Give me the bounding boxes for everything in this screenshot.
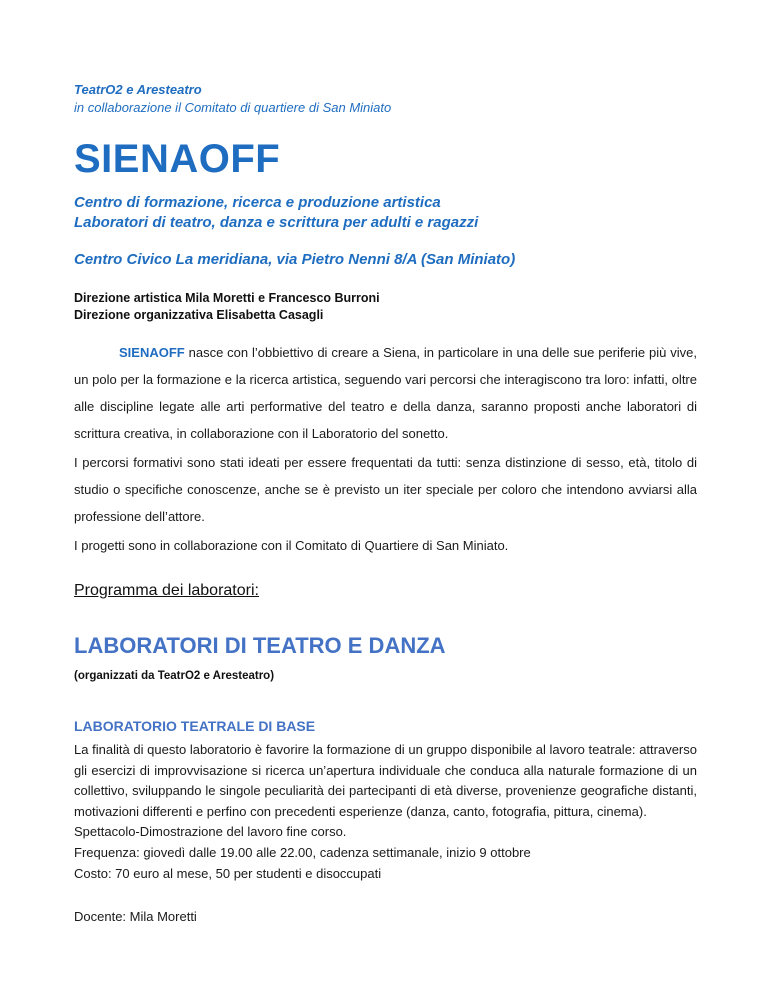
artistic-direction: Direzione artistica Mila Moretti e Francesco Burroni — [74, 291, 380, 305]
lab-cost: Costo: 70 euro al mese, 50 per studenti e disoccupati — [74, 865, 382, 881]
section-organizers: (organizzati da TeatrO2 e Aresteatro) — [74, 670, 275, 682]
intro-paragraph-1 — [74, 339, 697, 447]
intro-text — [74, 339, 697, 559]
lab-show: Spettacolo-Dimostrazione del lavoro fine corso. — [74, 824, 347, 840]
subtitle — [74, 193, 478, 233]
direction-block — [74, 290, 380, 324]
subtitle-line-1: Centro di formazione, ricerca e produzione artistica — [74, 194, 441, 211]
lab-frequency: Frequenza: giovedì dalle 19.00 alle 22.00, cadenza settimanale, inizio 9 ottobre — [74, 844, 531, 860]
program-heading: Programma dei laboratori: — [74, 582, 259, 599]
intro-paragraph-1-text: nasce con l’obbiettivo di creare a Siena, in particolare in una delle sue periferie più vive, un polo per la formazione e la ricerca artistica, seguendo vari percorsi che interagiscono tra loro: infatti, oltre alle discipline legate alle arti performative del teatro e della danza, saranno proposti anche laboratori di scrittura creativa, in collaborazione con il Laboratorio del sonetto. — [74, 345, 697, 441]
intro-paragraph-2: I percorsi formativi sono stati ideati per essere frequentati da tutti: senza distinzione di sesso, età, titolo di studio o specifiche conoscenze, anche se è previsto un iter speciale per coloro che intendono avviarsi alla professione dell’attore. — [74, 455, 697, 524]
venue-address: Centro Civico La meridiana, via Pietro Nenni 8/A (San Miniato) — [74, 251, 516, 268]
collaboration-line: in collaborazione il Comitato di quartiere di San Miniato — [74, 100, 392, 115]
organizational-direction: Direzione organizzativa Elisabetta Casagli — [74, 308, 324, 322]
lab-description-block — [74, 740, 697, 884]
organizers-line: TeatrO2 e Aresteatro — [74, 82, 202, 97]
lab-title: LABORATORIO TEATRALE DI BASE — [74, 718, 316, 734]
organizers-header — [74, 81, 391, 117]
lab-description: La finalità di questo laboratorio è favorire la formazione di un gruppo disponibile al lavoro teatrale: attraverso gli esercizi di improvvisazione si ricerca un’apertura individuale che conduca alla naturale formazione di un collettivo, sviluppando le singole peculiarità dei partecipanti di età diverse, provenienze geografiche distanti, motivazioni differenti e perfino con precedenti esperienze (danza, canto, fotografia, pittura, cinema). — [74, 742, 697, 819]
lab-teacher: Docente: Mila Moretti — [74, 909, 197, 924]
section-title: LABORATORI DI TEATRO E DANZA — [74, 633, 446, 658]
brand-name: SIENAOFF — [119, 345, 185, 360]
subtitle-line-2: Laboratori di teatro, danza e scrittura per adulti e ragazzi — [74, 214, 479, 231]
intro-paragraph-3: I progetti sono in collaborazione con il Comitato di Quartiere di San Miniato. — [74, 538, 509, 553]
page-title: SIENAOFF — [74, 137, 281, 181]
